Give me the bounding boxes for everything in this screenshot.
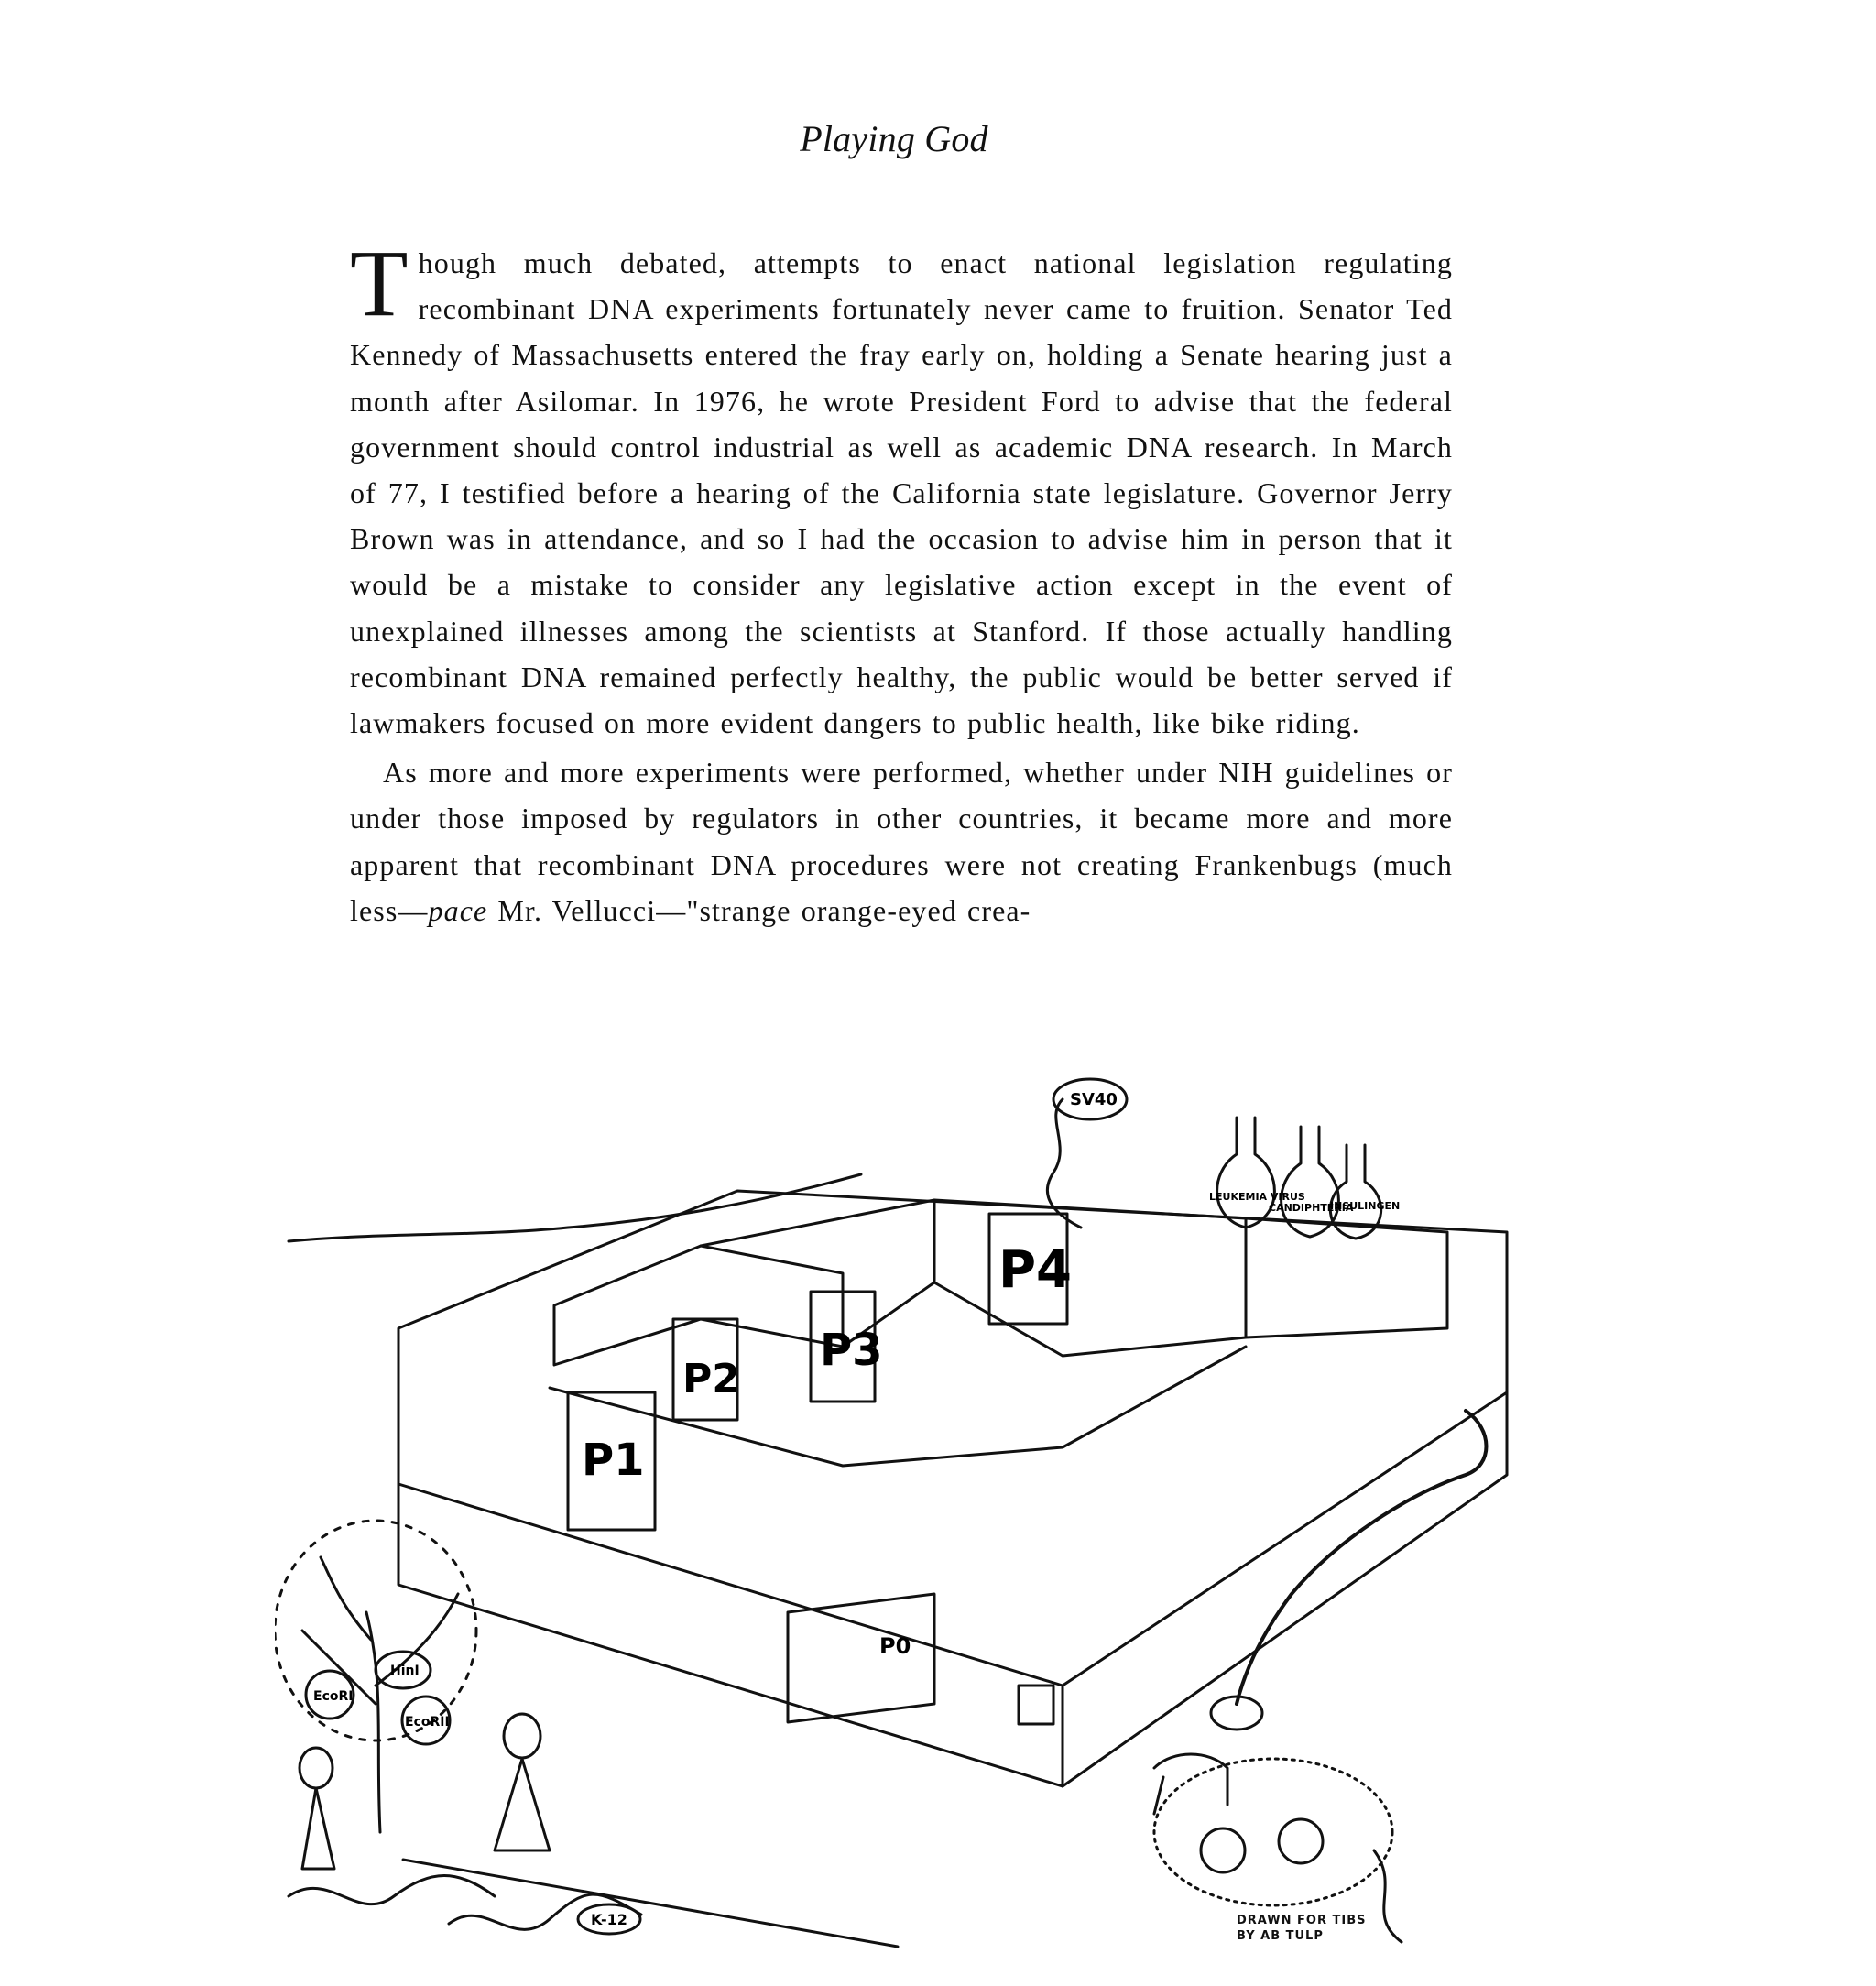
building-outline [398, 1191, 1507, 1686]
scientist-body [495, 1759, 550, 1850]
p1-label: P1 [582, 1435, 645, 1486]
illustration-credit [1237, 1913, 1366, 1944]
lab-illustration [275, 1044, 1557, 1951]
hose [1237, 1411, 1487, 1704]
p0-label: P0 [879, 1633, 911, 1659]
bottle-1-label: LEUKEMIA VIRUS [1209, 1191, 1305, 1203]
dna-strand-left [289, 1876, 495, 1904]
room-p4-walls [934, 1200, 1246, 1356]
bottle-3-label: INSULINGEN [1330, 1200, 1401, 1212]
creature-fuzz [1154, 1759, 1392, 1905]
ground-edge [403, 1860, 898, 1947]
running-title: Playing God [800, 118, 988, 159]
paragraph-2-text-b: Mr. Vellucci—"strange orange-eyed crea- [487, 893, 1031, 927]
person-left-head [300, 1748, 333, 1788]
virus-label: SV40 [1070, 1090, 1118, 1109]
bottle-2-label: CANDIPHTERIA [1269, 1202, 1354, 1214]
fruit-3-label: EcoRII [405, 1715, 450, 1730]
wall-vent [1019, 1686, 1053, 1724]
creature-eye-right [1279, 1819, 1323, 1863]
italic-word: pace [428, 893, 488, 927]
fruit-2-label: HinI [390, 1664, 420, 1678]
dog [1154, 1754, 1227, 1814]
p0-cabinet [788, 1594, 934, 1722]
creature-eye-left [1201, 1828, 1245, 1872]
lab-illustration-drawing [275, 1044, 1557, 1951]
p3-label: P3 [820, 1325, 883, 1376]
drop-cap: T [350, 231, 409, 336]
creature-tail [1374, 1850, 1402, 1942]
paragraph-2 [350, 749, 1453, 933]
strain-label: K-12 [591, 1911, 627, 1928]
building-wall-side [1063, 1392, 1507, 1786]
fruit-1-label: EcoRI [313, 1689, 354, 1704]
paragraph-1-text: hough much debated, attempts to enact national legislation regulating recombinant DNA experiments fortunately never came to fruition. Senator Ted Kennedy of Massachusetts entered the fray early on, holding a Senate hearing just a month after Asilomar. In 1976, he wrote President Ford to advise that the federal government should control industrial as well as academic DNA research. In March of 77, I testified before a hearing of the California state legislature. Governor Jerry Brown was in attendance, and so I had the occasion to advise him in person that it would be a mistake to consider any legislative action except in the event of unexplained illnesses among the scientists at Stanford. If those actually handling recombinant DNA remained perfectly healthy, the public would be better served if lawmakers focused on more evident dangers to public health, like bike riding. [350, 246, 1453, 740]
building-wall-front [398, 1484, 1063, 1786]
credit-line-2: BY AB TULP [1237, 1929, 1324, 1943]
p2-label: P2 [682, 1356, 740, 1402]
paragraph-2-text-a: As more and more experiments were performed, whether under NIH guidelines or under those imposed by regulators in other countries, it became more and more apparent that recombinant DNA procedures were not creating Frankenbugs (much less— [350, 756, 1453, 927]
scientist-head [504, 1714, 540, 1758]
person-left-body [302, 1788, 334, 1869]
p4-label: P4 [998, 1240, 1073, 1300]
credit-line-1: DRAWN FOR TIBS [1237, 1914, 1367, 1927]
bottle-leukemia [1217, 1118, 1275, 1228]
paragraph-1 [350, 231, 1453, 746]
room-p2-walls [554, 1246, 843, 1365]
body-text [350, 231, 1453, 933]
